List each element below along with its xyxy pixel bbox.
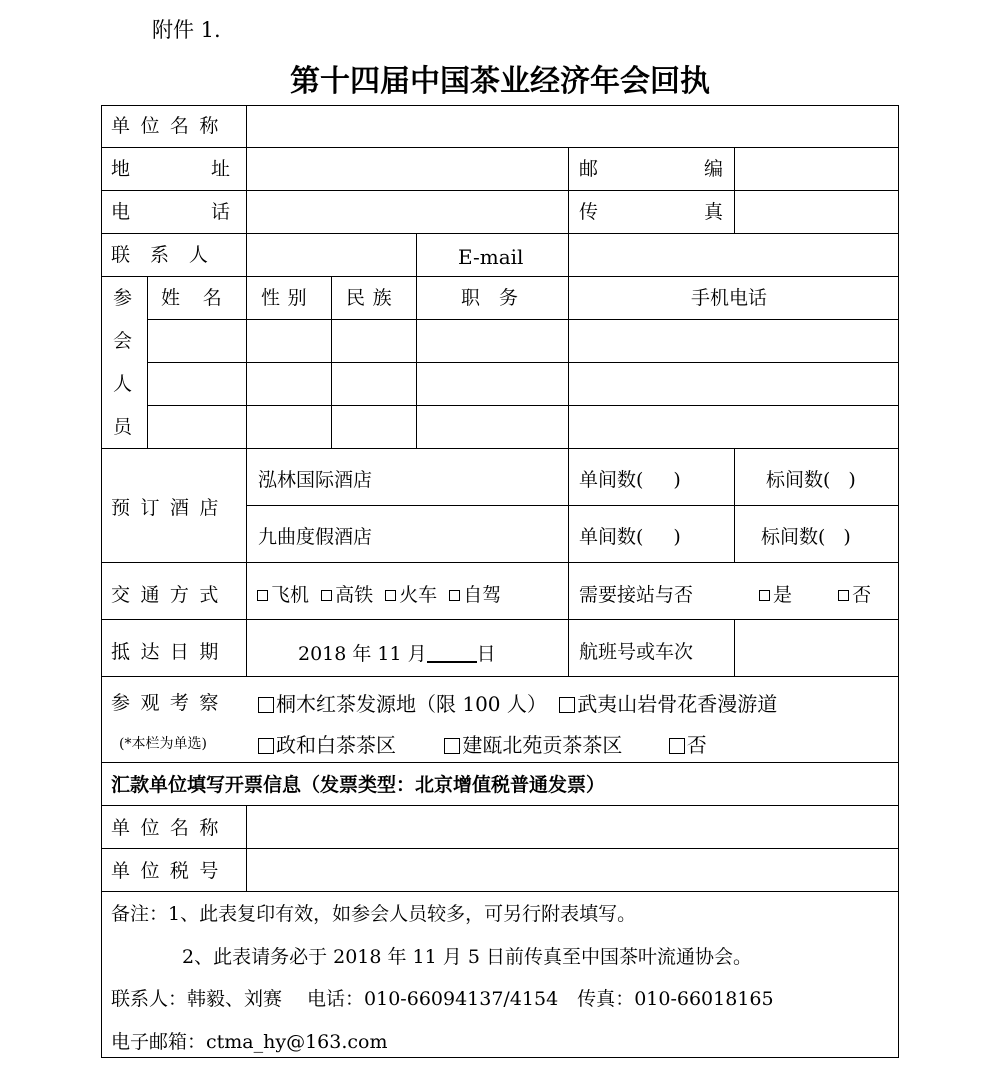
option-no: 否 xyxy=(852,584,872,606)
hotel-label: 预订酒店 xyxy=(111,497,229,519)
contact-label: 联系人 xyxy=(111,244,228,266)
hotel-name-2: 九曲度假酒店 xyxy=(258,526,373,548)
border-bottom xyxy=(101,1057,899,1058)
checkbox-plane[interactable] xyxy=(257,590,268,601)
attendee-side-4: 员 xyxy=(113,416,133,438)
row-line xyxy=(101,190,899,191)
option-train: 火车 xyxy=(399,584,438,606)
row-line xyxy=(101,448,899,449)
row-line xyxy=(101,676,899,677)
option-wuyishan: 武夷山岩骨花香漫游道 xyxy=(577,692,778,716)
border-top xyxy=(101,105,899,106)
arrival-label: 抵达日期 xyxy=(111,641,229,663)
row-line xyxy=(101,805,899,806)
header-name: 姓名 xyxy=(161,287,245,309)
postcode-label-2: 编 xyxy=(704,158,724,180)
phone-label-1: 电 xyxy=(111,201,131,223)
checkbox-wuyishan[interactable] xyxy=(559,697,575,713)
note-line-1: 备注：1、此表复印有效，如参会人员较多，可另行附表填写。 xyxy=(111,903,637,925)
row-line xyxy=(101,891,899,892)
row-line xyxy=(147,319,899,320)
note-line-2: 2、此表请务必于 2018 年 11 月 5 日前传真至中国茶叶流通协会。 xyxy=(182,946,752,968)
col-line xyxy=(331,276,332,448)
checkbox-jianou[interactable] xyxy=(444,738,460,754)
checkbox-pickup-no[interactable] xyxy=(838,590,849,601)
col-line xyxy=(568,448,569,676)
border-left xyxy=(101,105,102,1058)
option-zhenghe: 政和白茶茶区 xyxy=(276,733,396,757)
postcode-label-1: 邮 xyxy=(579,158,599,180)
address-label-2: 址 xyxy=(211,158,231,180)
col-line xyxy=(568,147,569,233)
visit-note: (*本栏为单选) xyxy=(119,736,207,752)
checkbox-visit-no[interactable] xyxy=(669,738,685,754)
invoice-unit-name-label: 单位名称 xyxy=(111,817,229,839)
checkbox-highspeed[interactable] xyxy=(321,590,332,601)
header-position: 职务 xyxy=(461,287,538,309)
col-line xyxy=(246,105,247,676)
row-line xyxy=(101,233,899,234)
hotel-1-single: 单间数( ) xyxy=(579,469,681,491)
hotel-name-1: 泓林国际酒店 xyxy=(258,469,373,491)
note-contacts: 联系人：韩毅、刘赛 电话：010-66094137/4154 传真：010-66018165 xyxy=(111,988,774,1010)
visit-label: 参观考察 xyxy=(111,692,229,714)
row-line xyxy=(101,619,899,620)
row-line xyxy=(147,405,899,406)
row-line xyxy=(101,762,899,763)
arrival-date: 2018 年 11 月 日 xyxy=(298,643,496,665)
col-line xyxy=(568,276,569,448)
col-line xyxy=(246,805,247,891)
transport-label: 交通方式 xyxy=(111,584,229,606)
option-visit-no: 否 xyxy=(686,733,707,757)
pickup-options xyxy=(759,586,871,605)
row-line xyxy=(101,562,899,563)
checkbox-drive[interactable] xyxy=(449,590,460,601)
invoice-header: 汇款单位填写开票信息（发票类型：北京增值税普通发票） xyxy=(111,774,606,796)
transport-options xyxy=(257,586,501,605)
col-line xyxy=(568,233,569,276)
checkbox-pickup-yes[interactable] xyxy=(759,590,770,601)
col-line xyxy=(416,276,417,448)
border-right xyxy=(898,105,899,1058)
receipt-form xyxy=(101,105,899,1058)
address-label-1: 地 xyxy=(111,158,131,180)
header-gender: 性别 xyxy=(261,287,315,309)
fax-label-1: 传 xyxy=(579,201,599,223)
attendee-side-2: 会 xyxy=(113,330,133,352)
hotel-1-twin: 标间数( ) xyxy=(766,469,856,491)
option-jianou: 建瓯北苑贡茶茶区 xyxy=(462,733,623,757)
option-plane: 飞机 xyxy=(271,584,310,606)
option-tongmu: 桐木红茶发源地（限 100 人） xyxy=(276,692,547,716)
visit-options-row1 xyxy=(258,694,777,714)
row-line xyxy=(101,276,899,277)
note-email: 电子邮箱：ctma_hy@163.com xyxy=(111,1031,388,1053)
option-drive: 自驾 xyxy=(463,584,502,606)
pickup-label: 需要接站与否 xyxy=(579,584,694,606)
flight-label: 航班号或车次 xyxy=(579,641,694,663)
hotel-2-single: 单间数( ) xyxy=(579,526,681,548)
phone-label-2: 话 xyxy=(211,201,231,223)
row-line xyxy=(101,848,899,849)
col-line xyxy=(147,276,148,448)
checkbox-tongmu[interactable] xyxy=(258,697,274,713)
option-highspeed: 高铁 xyxy=(335,584,374,606)
option-yes: 是 xyxy=(773,584,793,606)
row-line xyxy=(101,147,899,148)
row-line xyxy=(246,505,899,506)
unit-name-label: 单位名称 xyxy=(111,115,229,137)
col-line xyxy=(734,147,735,233)
row-line xyxy=(147,362,899,363)
attendee-side-3: 人 xyxy=(113,373,133,395)
day-blank[interactable] xyxy=(427,643,477,663)
header-ethnicity: 民族 xyxy=(346,287,400,309)
header-mobile: 手机电话 xyxy=(691,287,768,309)
checkbox-train[interactable] xyxy=(385,590,396,601)
invoice-tax-label: 单位税号 xyxy=(111,860,229,882)
fax-label-2: 真 xyxy=(704,201,724,223)
col-line xyxy=(416,233,417,276)
col-line xyxy=(734,448,735,562)
attendee-side-1: 参 xyxy=(113,287,133,309)
checkbox-zhenghe[interactable] xyxy=(258,738,274,754)
attachment-label: 附件 1. xyxy=(152,18,221,42)
hotel-2-twin: 标间数( ) xyxy=(761,526,851,548)
col-line xyxy=(734,619,735,676)
form-title: 第十四届中国茶业经济年会回执 xyxy=(290,64,710,99)
email-label: E-mail xyxy=(458,245,524,269)
visit-options-row2 xyxy=(258,735,707,755)
